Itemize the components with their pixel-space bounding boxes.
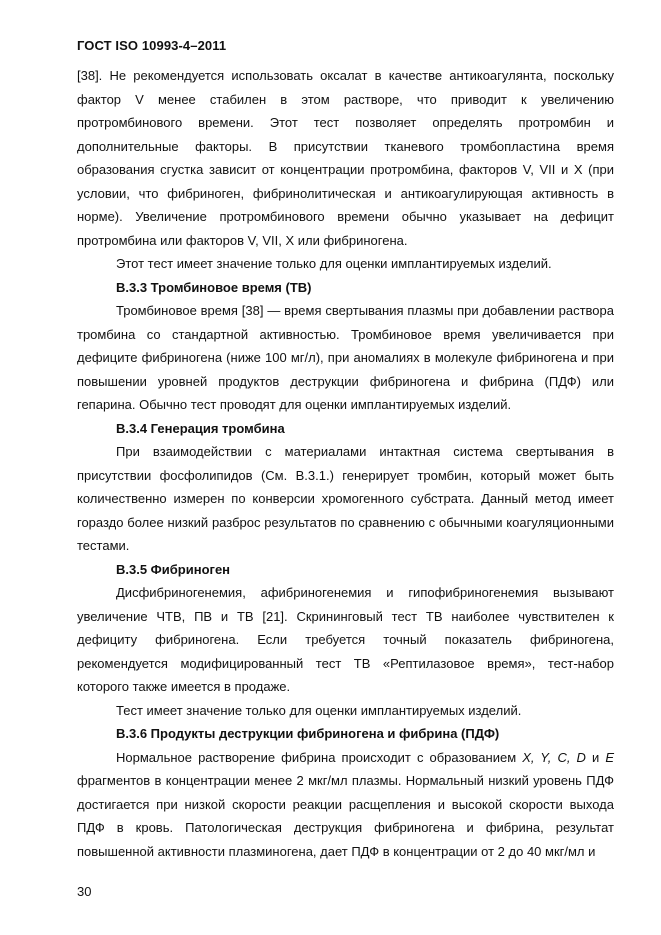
page-number: 30 xyxy=(77,884,92,899)
paragraph-text: фрагментов в концентрации менее 2 мкг/мл плазмы. Нормальный низкий уровень ПДФ достигается при низкой скорости реакции расщепления и высокой скорости выхода ПДФ в кровь. Патологическая деструкция фибриногена и фибрина, результат повышенной активности плазминогена, дает ПДФ в концентрации от 2 до 40 мкг/мл и xyxy=(77,773,614,859)
paragraph: Тест имеет значение только для оценки имплантируемых изделий. xyxy=(116,702,522,718)
paragraph: Этот тест имеет значение только для оценки имплантируемых изделий. xyxy=(116,256,552,271)
document-body xyxy=(77,64,614,863)
paragraph: При взаимодействии с материалами интактная система свертывания в присутствии фосфолипидов (См. В.3.1.) генерирует тромбин, который может быть количественно измерен по конверсии хромогенного субстрата. Данный метод имеет гораздо более низкий разброс результатов по сравнению с обычными коагуляционными тестами. xyxy=(77,444,614,553)
paragraph: [38]. Не рекомендуется использовать оксалат в качестве антикоагулянта, поскольку фактор V менее стабилен в этом растворе, что приводит к увеличению протромбинового времени. Этот тест позволяет определять протромбин и дополнительные факторы. В присутствии тканевого тромбопластина время образования сгустка зависит от концентрации протромбина, факторов V, VII и X (при условии, что фибриноген, фибринолитическая и антикоагулирующая активность в норме). Увеличение протромбинового времени обычно указывает на дефицит протромбина или факторов V, VII, X или фибриногена. xyxy=(77,68,614,248)
section-heading-b35: В.3.5 Фибриноген xyxy=(116,561,231,577)
section-heading-b33: В.3.3 Тромбиновое время (ТВ) xyxy=(116,279,312,295)
paragraph xyxy=(77,746,614,864)
paragraph-text: Нормальное растворение фибрина происходит с образованием xyxy=(116,749,523,765)
paragraph-text: и xyxy=(585,749,606,765)
paragraph: Дисфибриногенемия, афибриногенемия и гипофибриногенемия вызывают увеличение ЧТВ, ПВ и ТВ [21]. Скрининговый тест ТВ наиболее чувствителен к дефициту фибриногена. Если требуется точный показатель фибриногена, рекомендуется модифицированный тест ТВ «Рептилазовое время», тест-набор которого также имеется в продаже. xyxy=(77,585,614,694)
section-heading-b34: В.3.4 Генерация тромбина xyxy=(116,420,285,436)
fragment-letter: E xyxy=(605,749,614,765)
paragraph: Тромбиновое время [38] — время свертывания плазмы при добавлении раствора тромбина со стандартной активностью. Тромбиновое время увеличивается при дефиците фибриногена (ниже 100 мг/л), при аномалиях в молекуле фибриногена и при повышении уровней продуктов деструкции фибриногена и фибрина (ПДФ) или гепарина. Обычно тест проводят для оценки имплантируемых изделий. xyxy=(77,303,614,412)
fragment-letters: X, Y, C, D xyxy=(522,749,586,765)
section-heading-b36: В.3.6 Продукты деструкции фибриногена и фибрина (ПДФ) xyxy=(116,726,500,741)
document-header: ГОСТ ISO 10993-4–2011 xyxy=(77,38,227,53)
